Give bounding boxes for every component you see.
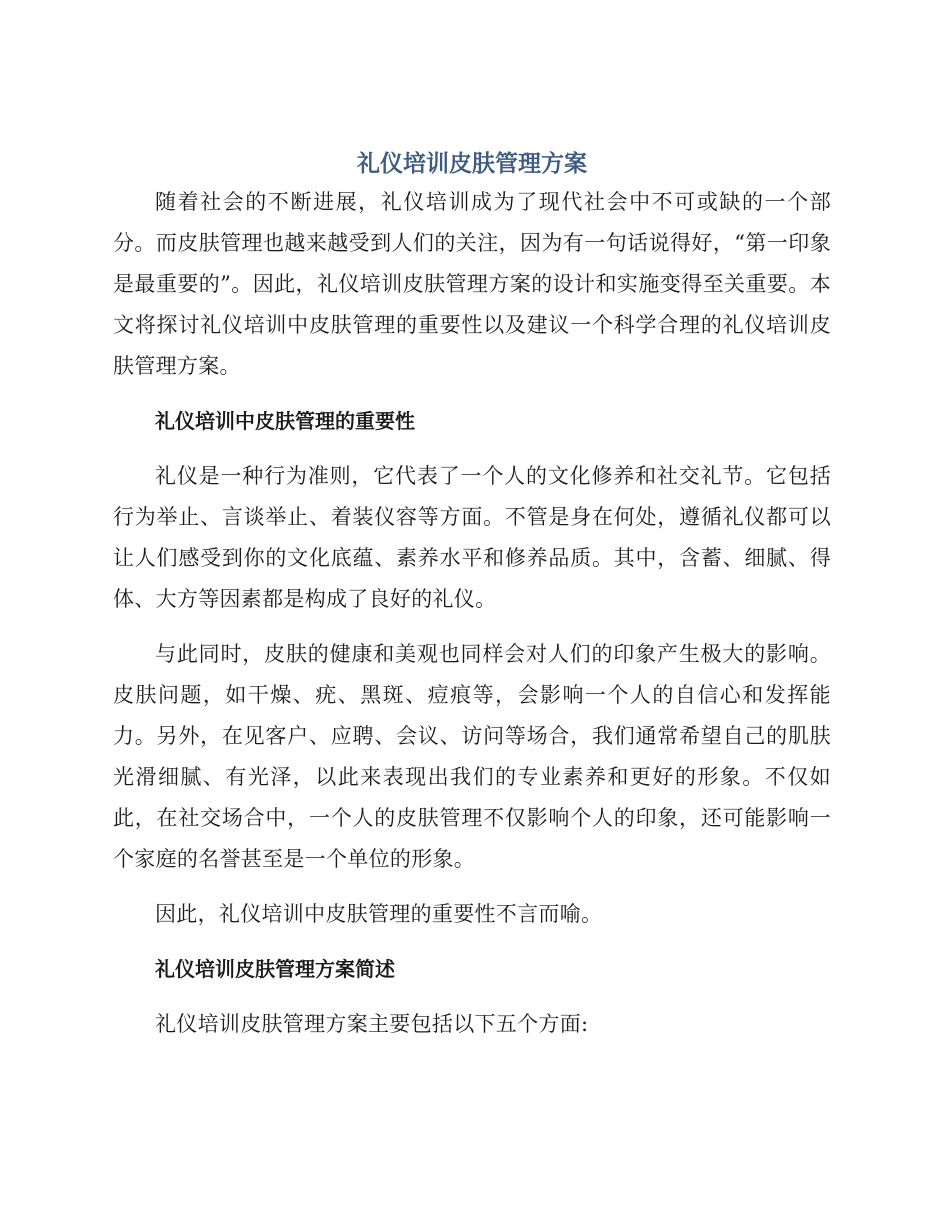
intro-paragraph: 随着社会的不断进展，礼仪培训成为了现代社会中不可或缺的一个部分。而皮肤管理也越来越受到人们的关注，因为有一句话说得好，“第一印象是最重要的”。因此，礼仪培训皮肤管理方案的设计和实施变得至关重要。本文将探讨礼仪培训中皮肤管理的重要性以及建议一个科学合理的礼仪培训皮肤管理方案。 xyxy=(113,190,831,378)
spacer xyxy=(113,387,831,401)
section-heading-importance: 礼仪培训中皮肤管理的重要性 xyxy=(155,409,415,433)
section2-paragraph: 礼仪培训皮肤管理方案主要包括以下五个方面: xyxy=(155,1012,589,1036)
section1-paragraph: 礼仪是一种行为准则，它代表了一个人的文化修养和社交礼节。它包括行为举止、言谈举止、着装仪容等方面。不管是身在何处，遵循礼仪都可以让人们感受到你的文化底蕴、素养水平和修养品质。其中，含蓄、细腻、得体、大方等因素都是构成了良好的礼仪。 xyxy=(113,464,831,611)
spacer xyxy=(113,880,831,894)
spacer xyxy=(113,442,831,456)
spacer xyxy=(113,620,831,634)
section-heading-overview: 礼仪培训皮肤管理方案简述 xyxy=(155,957,395,981)
document-page xyxy=(113,146,831,1045)
section1-paragraph: 与此同时，皮肤的健康和美观也同样会对人们的印象产生极大的影响。皮肤问题，如干燥、疣、黑斑、痘痕等，会影响一个人的自信心和发挥能力。另外，在见客户、应聘、会议、访问等场合，我们通常希望自己的肌肤光滑细腻、有光泽，以此来表现出我们的专业素养和更好的形象。不仅如此，在社交场合中，一个人的皮肤管理不仅影响个人的印象，还可能影响一个家庭的名誉甚至是一个单位的形象。 xyxy=(113,642,831,871)
spacer xyxy=(113,935,831,949)
spacer xyxy=(113,990,831,1004)
document-title: 礼仪培训皮肤管理方案 xyxy=(357,151,587,177)
section1-paragraph: 因此，礼仪培训中皮肤管理的重要性不言而喻。 xyxy=(155,902,603,926)
